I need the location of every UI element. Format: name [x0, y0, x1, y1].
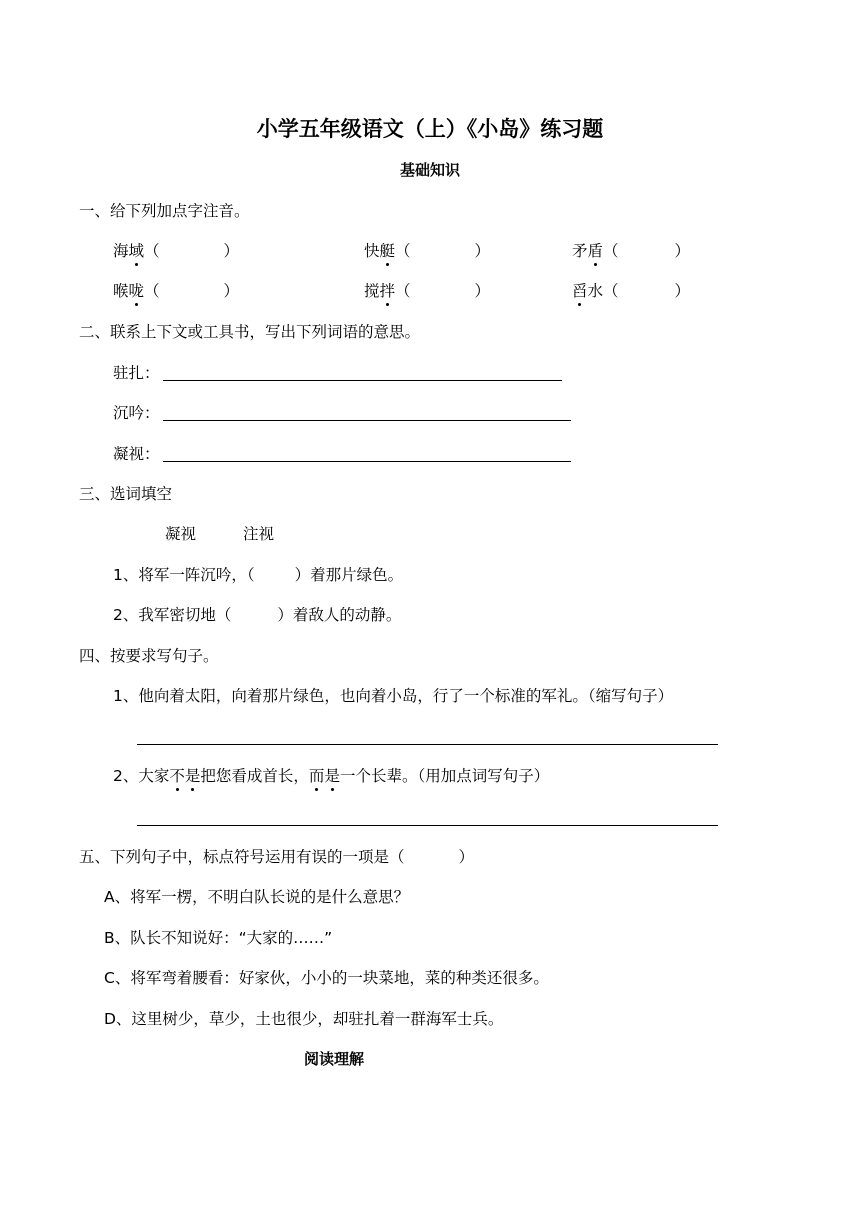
dotted-char: 舀 [572, 282, 588, 300]
open-paren: （ [395, 242, 411, 260]
q1-heading: 一、给下列加点字注音。 [79, 202, 250, 220]
answer-line[interactable] [137, 825, 718, 826]
answer-line[interactable] [163, 380, 562, 381]
dotted-char: 是 [324, 767, 340, 785]
q1-item [113, 284, 239, 300]
close-paren: ） [223, 242, 240, 260]
answer-line[interactable] [163, 420, 571, 421]
q5-option: D、这里树少，草少，土也很少，却驻扎着一群海军士兵。 [104, 1010, 504, 1028]
open-paren: （ [603, 242, 619, 260]
q2-word-label: 凝视： [113, 445, 160, 463]
section-reading-heading: 阅读理解 [304, 1050, 365, 1068]
q3-sentence [113, 568, 403, 584]
sentence-text: 一个长辈。（用加点词写句子） [339, 767, 550, 785]
dotted-char: 域 [128, 242, 145, 260]
sentence-text: ） [458, 848, 475, 866]
q3-choice: 注视 [243, 525, 275, 543]
open-paren: （ [603, 282, 619, 300]
q1-item [572, 284, 690, 300]
q3-sentence [113, 608, 401, 624]
q1-item-text: 喉 [113, 282, 129, 300]
answer-line[interactable] [163, 461, 571, 462]
open-paren: （ [144, 282, 160, 300]
sentence-text: 2、大家 [113, 767, 170, 785]
dotted-char: 拌 [379, 282, 396, 300]
q2-heading: 二、联系上下文或工具书，写出下列词语的意思。 [79, 323, 421, 341]
close-paren: ） [474, 242, 491, 260]
sentence-text: 1、将军一阵沉吟，（ [113, 566, 255, 584]
dotted-char: 盾 [587, 242, 604, 260]
q3-choice: 凝视 [165, 525, 197, 543]
q3-heading: 三、选词填空 [79, 485, 173, 503]
q5-option: B、队长不知说好：“大家的……” [104, 929, 333, 947]
q1-item-text: 水 [587, 282, 604, 300]
section-basic-heading: 基础知识 [399, 161, 460, 179]
q5-option: C、将军弯着腰看：好家伙，小小的一块菜地，菜的种类还很多。 [104, 969, 549, 987]
close-paren: ） [474, 282, 491, 300]
close-paren: ） [674, 242, 691, 260]
q4-sentence [113, 769, 549, 785]
dotted-char: 而 [308, 767, 325, 785]
sentence-text: ）着敌人的动静。 [277, 606, 402, 624]
answer-line[interactable] [137, 744, 718, 745]
page-title: 小学五年级语文（上）《小岛》练习题 [256, 117, 604, 141]
sentence-text: 把您看成首长， [200, 767, 309, 785]
sentence-text: 2、我军密切地（ [113, 606, 232, 624]
q1-item-text: 快 [364, 242, 380, 260]
dotted-char: 不 [169, 767, 185, 785]
q1-item-text: 海 [113, 242, 129, 260]
q4-sentence: 1、他向着太阳，向着那片绿色，也向着小岛，行了一个标准的军礼。（缩写句子） [113, 687, 674, 705]
q1-item-text: 矛 [572, 242, 588, 260]
q1-item [572, 244, 690, 260]
close-paren: ） [674, 282, 691, 300]
close-paren: ） [223, 282, 240, 300]
q2-word-label: 驻扎： [113, 364, 160, 382]
dotted-char: 艇 [379, 242, 396, 260]
q1-item-text: 搅 [364, 282, 380, 300]
sentence-text: 五、下列句子中，标点符号运用有误的一项是（ [79, 848, 405, 866]
q2-word-label: 沉吟： [113, 404, 160, 422]
q5-option: A、将军一楞，不明白队长说的是什么意思？ [104, 888, 410, 906]
q1-item [113, 244, 239, 260]
sentence-text: ）着那片绿色。 [294, 566, 404, 584]
q4-heading: 四、按要求写句子。 [79, 647, 219, 665]
open-paren: （ [144, 242, 160, 260]
dotted-char: 是 [184, 767, 201, 785]
q1-item [364, 284, 490, 300]
open-paren: （ [395, 282, 411, 300]
q1-item [364, 244, 490, 260]
dotted-char: 咙 [128, 282, 145, 300]
q5-heading [79, 850, 474, 866]
